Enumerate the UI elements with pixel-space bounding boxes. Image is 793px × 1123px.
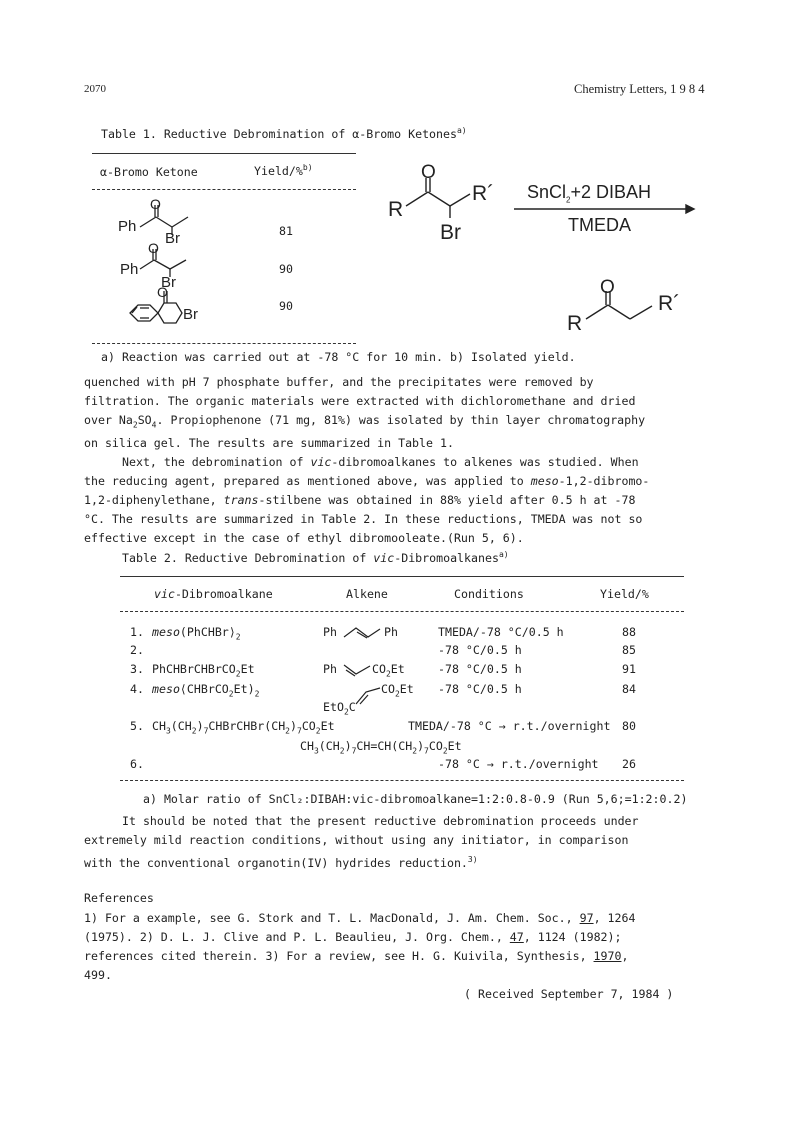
table2-top-rule	[120, 576, 684, 577]
closing-line: extremely mild reaction conditions, without using any initiator, in comparison	[84, 833, 629, 847]
t2r4-conditions: -78 °C/0.5 h	[438, 682, 522, 696]
scheme-br: Br	[440, 221, 461, 244]
scheme-r: R	[388, 198, 404, 221]
t2r2-num: 2.	[130, 643, 144, 657]
table1-head-rule	[92, 189, 356, 190]
scheme-r-prime: R´	[472, 182, 495, 205]
t1r1-o: O	[150, 196, 161, 212]
t2r4-yield: 84	[622, 682, 636, 696]
received-date: ( Received September 7, 1984 )	[464, 987, 674, 1001]
t2r5-yield: 80	[622, 719, 636, 733]
closing-text	[84, 812, 724, 873]
journal-header: Chemistry Letters, 1 9 8 4	[574, 82, 705, 96]
reference-line: (1975). 2) D. L. J. Clive and P. L. Beaulieu, J. Org. Chem., 47, 1124 (1982);	[84, 930, 622, 944]
t2r6-conditions: -78 °C → r.t./overnight	[438, 757, 599, 771]
table1-footnote: a) Reaction was carried out at -78 °C for 10 min. b) Isolated yield.	[101, 350, 576, 364]
t2r5-conditions: TMEDA/-78 °C → r.t./overnight	[408, 719, 611, 733]
body-line: °C. The results are summarized in Table 2. In these reductions, TMEDA was not so	[84, 512, 643, 527]
body-text	[84, 373, 724, 548]
structure-bromobutyrophenone	[140, 249, 186, 277]
references-heading: References	[84, 891, 154, 905]
t2r5-num: 5.	[130, 719, 144, 733]
closing-line: It should be noted that the present reductive debromination proceeds under	[122, 814, 639, 828]
t2r4-substrate: $meso⟨CHBrCO_2Et)_2$	[152, 682, 260, 699]
t2r1-alkene-bond	[342, 625, 382, 641]
t2r3-alkene-left: Ph	[323, 662, 337, 676]
t2r6-yield: 26	[622, 757, 636, 771]
scheme-o: O	[421, 162, 436, 183]
table1-top-rule	[92, 153, 356, 154]
structure-bromotetralone	[130, 291, 182, 323]
t1r2-o: O	[148, 240, 159, 256]
scheme-reagent-bottom: TMEDA	[568, 215, 631, 235]
reference-line: 499.	[84, 968, 112, 982]
t1r1-br: Br	[165, 230, 180, 247]
t2r5-substrate: $CH_3(CH_2)_7CHBrCHBr(CH_2)_7CO_2Et$	[152, 719, 335, 736]
table2-col-alkene: Alkene	[346, 587, 388, 601]
t1r1-yield: 81	[279, 224, 293, 238]
t2r4-alkene-right: $CO_2Et$	[381, 682, 414, 699]
scheme-reagent-top: SnCl$_2$+2 DIBAH	[527, 182, 652, 205]
page-number: 2070	[84, 83, 106, 95]
t2r6-num: 6.	[130, 757, 144, 771]
t2r3-alkene-right: $CO_2Et$	[372, 662, 405, 679]
t2r1-alkene-right: Ph	[384, 625, 398, 639]
closing-line: with the conventional organotin(IV) hydrides reduction.$^{3)}$	[84, 855, 478, 870]
body-line: on silica gel. The results are summarized in Table 1.	[84, 436, 454, 451]
reference-line: 1) For a example, see G. Stork and T. L. MacDonald, J. Am. Chem. Soc., 97, 1264	[84, 911, 636, 925]
t1r2-ph: Ph	[120, 261, 139, 278]
t1r3-o: O	[157, 284, 168, 300]
table2-bottom-rule	[120, 780, 684, 781]
table2-col-substrate: vic-Dibromoalkane	[154, 587, 273, 601]
t1r3-br: Br	[183, 306, 198, 323]
t1r3-yield: 90	[279, 299, 293, 313]
t2r2-conditions: -78 °C/0.5 h	[438, 643, 522, 657]
t2r4-alkene-bond	[352, 682, 382, 708]
t2r1-yield: 88	[622, 625, 636, 639]
table2-head-rule	[120, 611, 684, 612]
body-line: over $Na_2SO_4$. Propiophenone (71 mg, 81%) was isolated by thin layer chromatography	[84, 413, 646, 430]
t1r1-ph: Ph	[118, 218, 137, 235]
table1-caption: Table 1. Reductive Debromination of α-Bromo Ketones$^{a)}$	[101, 126, 467, 141]
reference-line: references cited therein. 3) For a review, see H. G. Kuivila, Synthesis, 1970,	[84, 949, 629, 963]
t2r3-num: 3.	[130, 662, 144, 676]
body-line: filtration. The organic materials were extracted with dichloromethane and dried	[84, 394, 636, 408]
table2-footnote: a) Molar ratio of SnCl₂:DIBAH:vic-dibromoalkane=1:2:0.8-0.9 (Run 5,6;=1:2:0.2)	[143, 792, 688, 806]
t2r1-substrate: $meso(PhCHBr⟩_2$	[152, 625, 241, 642]
t2r2-yield: 85	[622, 643, 636, 657]
product-r-prime: R´	[658, 292, 681, 315]
body-line: 1,2-diphenylethane, trans-stilbene was obtained in 88% yield after 0.5 h at -78	[84, 493, 636, 508]
body-line: quenched with pH 7 phosphate buffer, and the precipitates were removed by	[84, 375, 594, 389]
structure-bromopropiophenone	[140, 205, 188, 235]
t2r5-alkene: $CH_3(CH_2)_7CH=CH(CH_2)_7CO_2Et$	[300, 739, 462, 756]
t2r3-conditions: -78 °C/0.5 h	[438, 662, 522, 676]
body-line: the reducing agent, prepared as mentioned above, was applied to meso-1,2-dibromo-	[84, 474, 650, 489]
t2r1-conditions: TMEDA/-78 °C/0.5 h	[438, 625, 564, 639]
t2r3-substrate: PhCHBrCHBrCO$_2$Et	[152, 662, 255, 679]
t2r3-yield: 91	[622, 662, 636, 676]
t1r2-yield: 90	[279, 262, 293, 276]
table1-col-yield: Yield/%$^{b)}$	[254, 163, 313, 178]
t2r1-num: 1.	[130, 625, 144, 639]
table1-bottom-rule	[92, 343, 356, 344]
product-o: O	[600, 277, 615, 298]
table2-col-conditions: Conditions	[454, 587, 524, 601]
t2r3-alkene-bond	[342, 662, 372, 678]
body-line: effective except in the case of ethyl dibromooleate.(Run 5, 6).	[84, 531, 524, 546]
table1-col-ketone: α-Bromo Ketone	[100, 165, 198, 179]
product-r: R	[567, 312, 583, 335]
t1r2-br: Br	[161, 274, 176, 291]
t2r1-alkene-left: Ph	[323, 625, 337, 639]
t2r4-num: 4.	[130, 682, 144, 696]
references-list	[84, 909, 724, 985]
t2r4-alkene-bottom: EtO$_2$C	[323, 700, 356, 717]
table2-caption: Table 2. Reductive Debromination of vic-Dibromoalkanes$^{a)}$	[122, 550, 509, 565]
body-line: Next, the debromination of vic-dibromoalkanes to alkenes was studied. When	[122, 455, 639, 470]
table2-col-yield: Yield/%	[600, 587, 649, 601]
